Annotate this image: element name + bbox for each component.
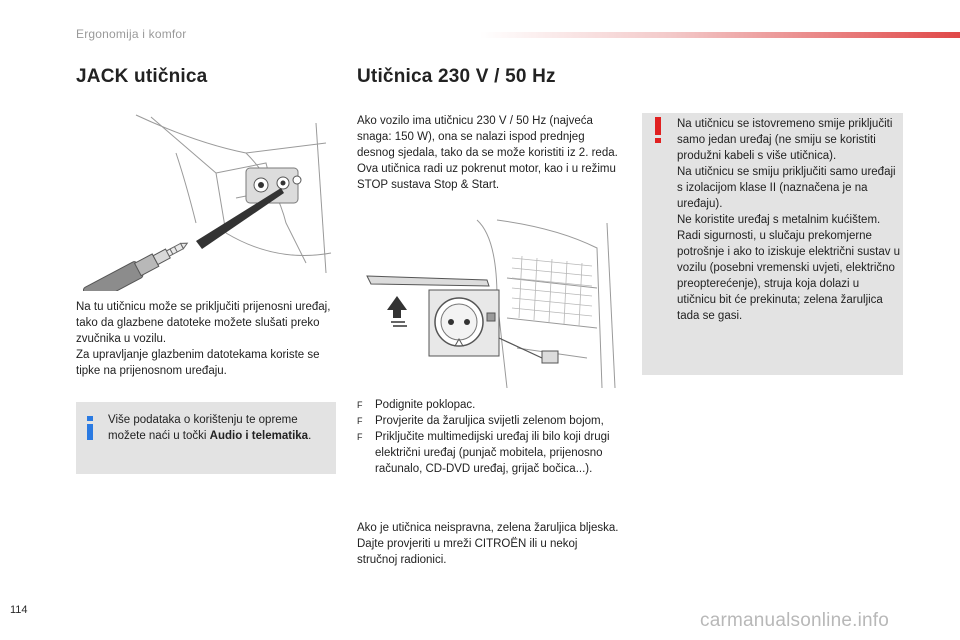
step-marker: F: [357, 432, 363, 442]
page-number: 114: [10, 604, 28, 616]
socket-step: F Priključite multimedijski uređaj ili bilo koji drugi električni uređaj (punjač mobitela, prijenosno računalo, CD-DVD uređaj, grijač bočica...).: [357, 431, 610, 475]
jack-paragraph-1: Na tu utičnicu može se priključiti prijenosni uređaj, tako da glazbene datoteke možete slušati preko zvučnika u vozilu.: [76, 301, 331, 345]
jack-paragraph-2: Za upravljanje glazbenim datotekama koriste se tipke na prijenosnom uređaju.: [76, 349, 320, 377]
socket-outro-2: Dajte provjeriti u mreži CITROËN ili u nekoj stručnoj radionici.: [357, 538, 578, 566]
socket-intro: [357, 113, 619, 193]
jack-plug-illustration: [76, 113, 337, 291]
socket-step: F Provjerite da žaruljica svijetli zelenom bojom,: [357, 415, 604, 427]
jack-description: [76, 299, 338, 379]
info-note-main: Više podataka o korištenju te opreme možete naći u točki: [108, 414, 298, 442]
warning-paragraph-4: Radi sigurnosti, u slučaju prekomjerne potrošnje i ako to iziskuje električni sustav u vozilu (posebni vremenski uvjeti, električno preopterećenje), struja koja dolazi u utičnicu bit će prekinuta; zelena žaruljica tada se gasi.: [677, 230, 901, 322]
step-marker: F: [357, 416, 363, 426]
warning-box: [642, 113, 903, 375]
warning-paragraph-3: Ne koristite uređaj s metalnim kućištem.: [677, 214, 881, 226]
step-marker: F: [357, 400, 363, 410]
socket-step: F Podignite poklopac.: [357, 399, 476, 411]
warning-paragraph-1: Na utičnicu se istovremeno smije priključiti samo jedan uređaj (ne smiju se koristiti produžni kabeli s više utičnica).: [677, 118, 893, 162]
watermark: carmanualsonline.info: [700, 610, 890, 631]
info-note-link: Audio i telematika: [209, 430, 309, 442]
socket-title: Utičnica 230 V / 50 Hz: [357, 66, 556, 87]
section-header: Ergonomija i komfor: [76, 27, 187, 41]
warning-exclamation-icon: [654, 117, 662, 145]
info-note-text: [108, 412, 330, 444]
info-note-box: [76, 402, 336, 474]
power-socket-illustration: [357, 218, 619, 392]
socket-steps-list: [357, 397, 619, 477]
socket-intro-1: Ako vozilo ima utičnicu 230 V / 50 Hz (najveća snaga: 150 W), ona se nalazi ispod prednjeg desnog sjedala, tako da se može koristiti iz 2. reda.: [357, 115, 618, 159]
header-accent-bar: [480, 32, 960, 38]
jack-title: JACK utičnica: [76, 66, 208, 87]
warning-paragraph-2: Na utičnicu se smiju priključiti samo uređaji s izolacijom klase II (naznačena je na uređaju).: [677, 166, 896, 210]
socket-outro: [357, 520, 619, 568]
socket-intro-2: Ova utičnica radi uz pokrenut motor, kao i u režimu STOP sustava Stop & Start.: [357, 163, 616, 191]
info-note-end: .: [308, 430, 312, 442]
warning-text: [677, 116, 901, 324]
socket-outro-1: Ako je utičnica neispravna, zelena žaruljica bljeska.: [357, 522, 619, 534]
info-icon: [86, 416, 94, 440]
